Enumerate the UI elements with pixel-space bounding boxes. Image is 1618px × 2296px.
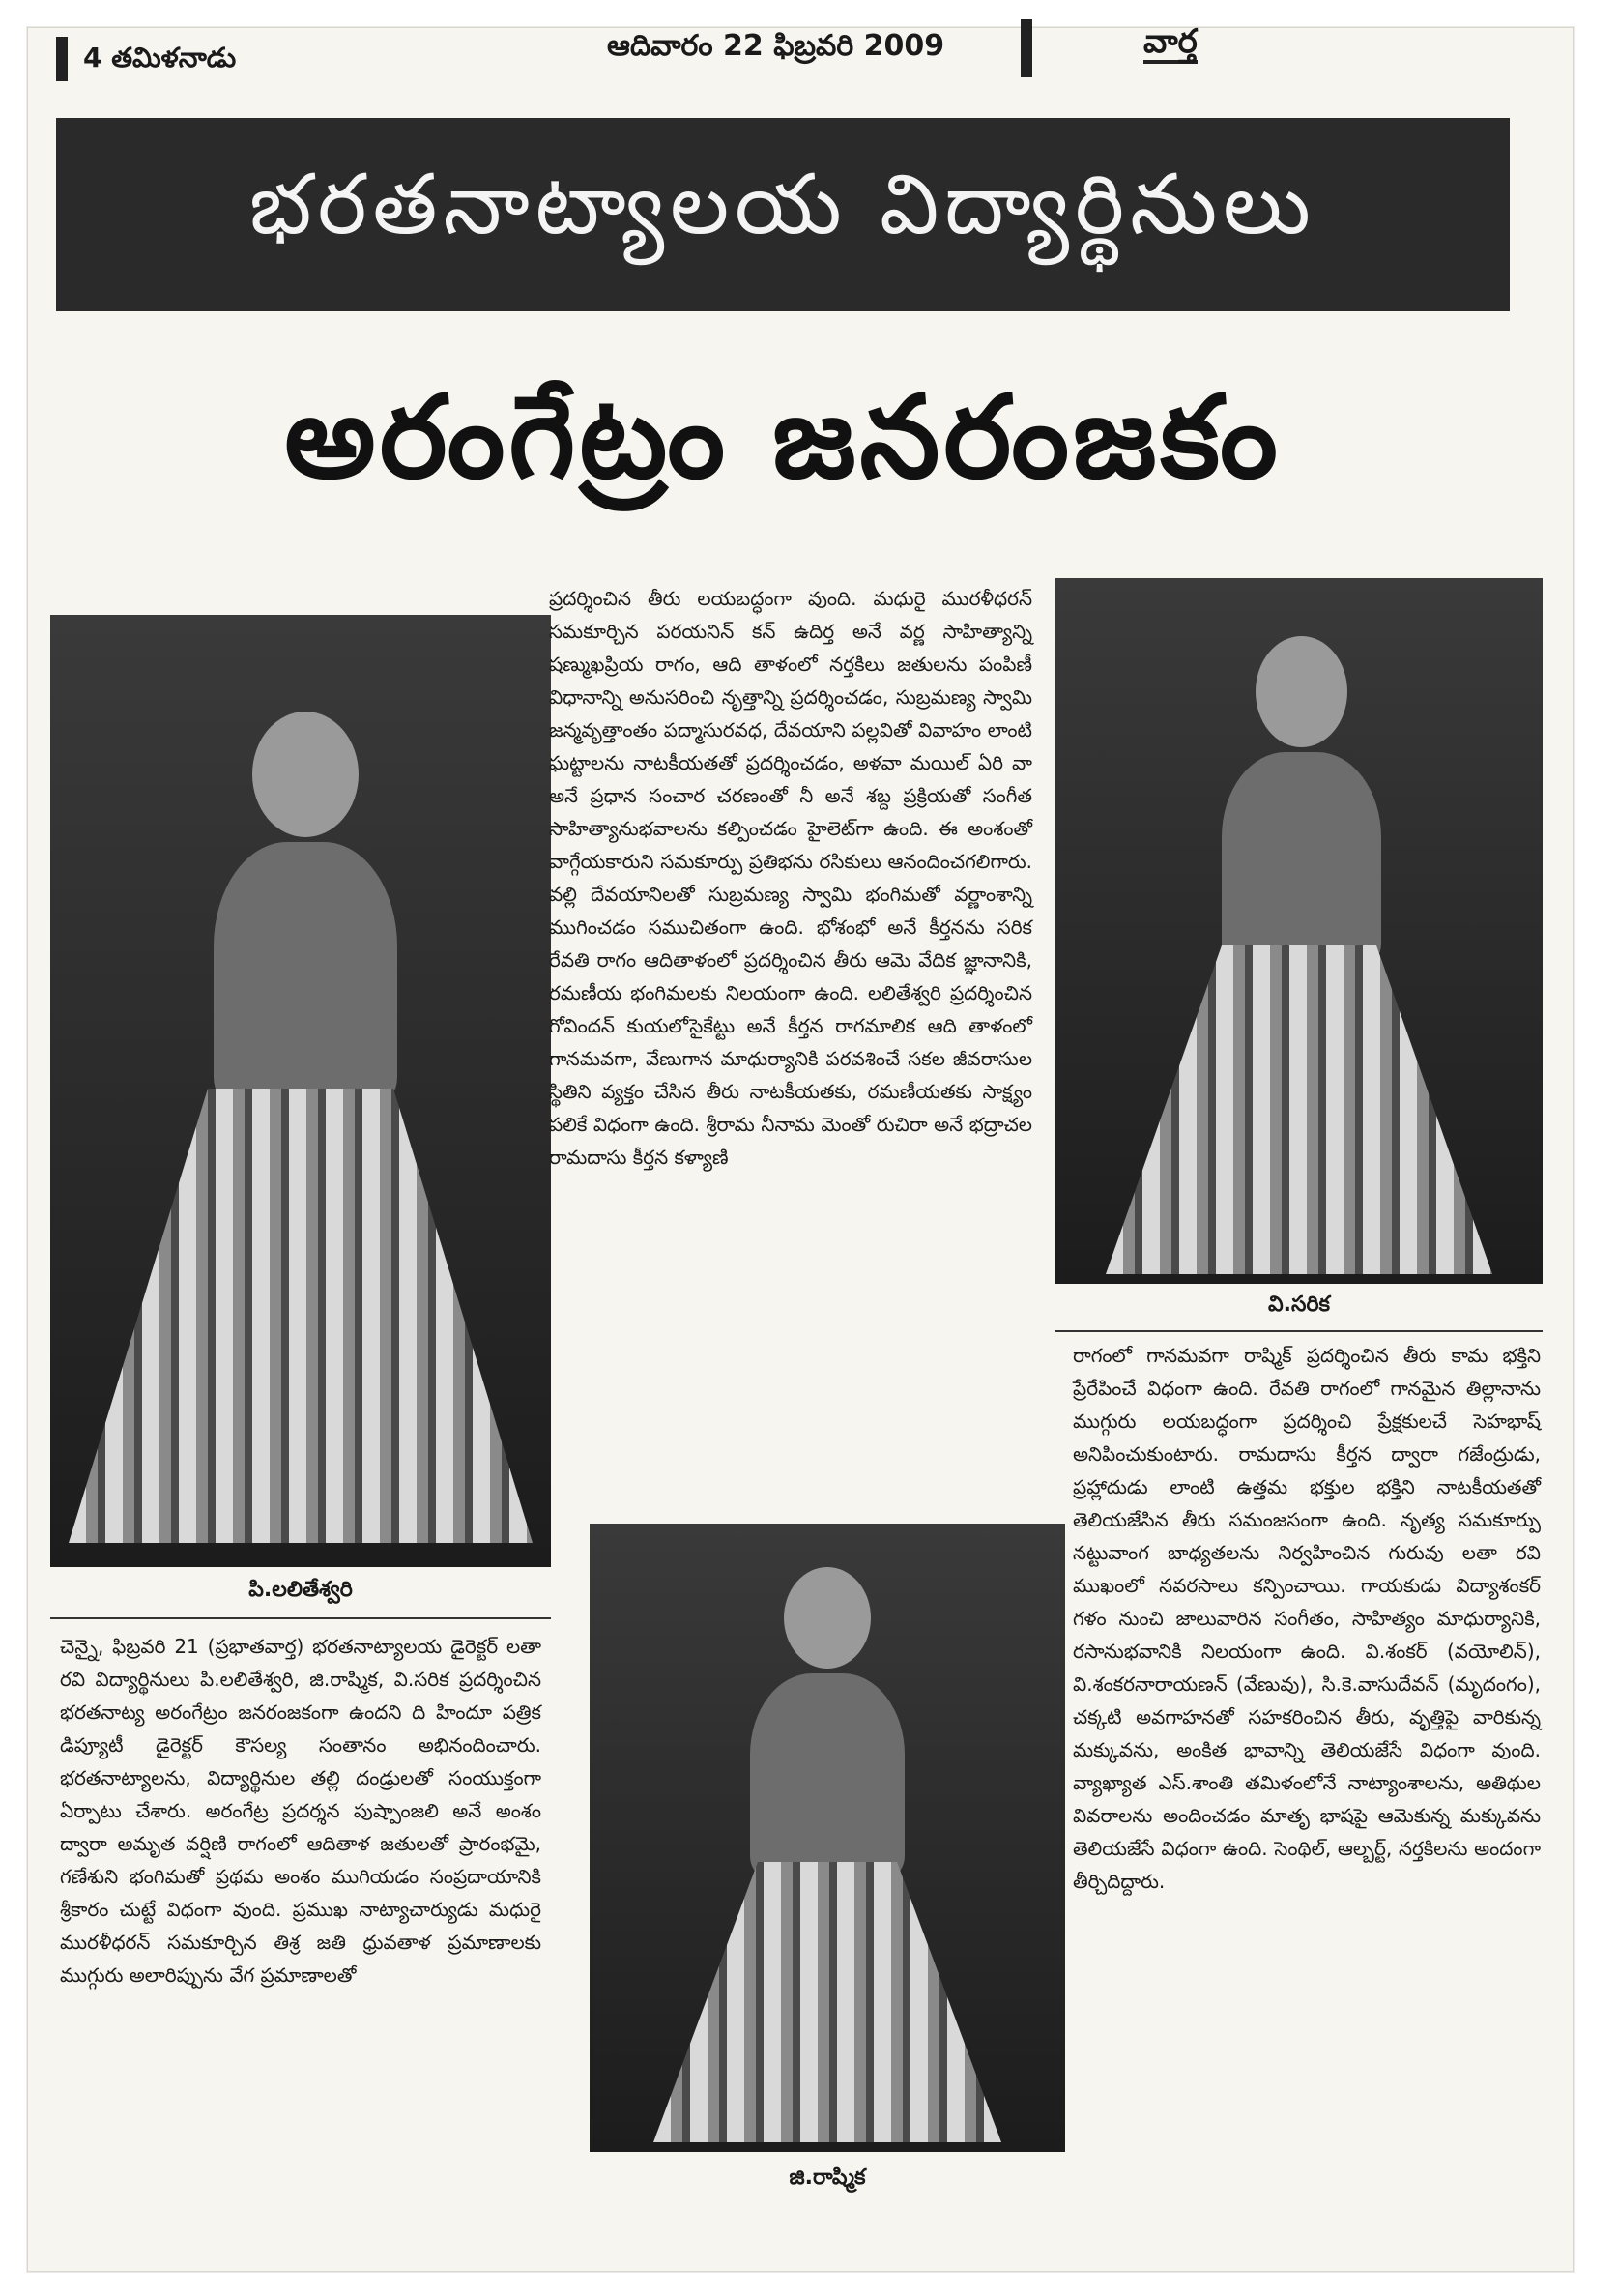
- photo-bottom-caption: జి.రాష్మిక: [789, 2165, 866, 2190]
- photo-right-caption: వి.సరిక: [1268, 1293, 1330, 1317]
- article-column-right: [1073, 1339, 1541, 2209]
- article-column-middle: [549, 582, 1032, 1510]
- headline: అరంగేట్రం జనరంజకం: [284, 369, 1282, 504]
- page-marker-bar: [56, 37, 68, 81]
- article-text: రాగంలో గానమవగా రాష్మిక్ ప్రదర్శించిన తీరు కామ భక్తిని ప్రేరేపించే విధంగా ఉంది. రేవతి రాగంలో గానమైన తిల్లానాను ముగ్గురు లయబద్ధంగా ప్రదర్శించి ప్రేక్షకులచే సెహభాష్ అనిపించుకుంటారు. రామదాసు కీర్తన ద్వారా గజేంద్రుడు, ప్రహ్లాదుడు లాంటి ఉత్తమ భక్తుల భక్తిని నాటకీయతతో తెలియజేసిన తీరు సమంజసంగా ఉంది. నృత్య సమకూర్పు నట్టువాంగ బాధ్యతలను నిర్వహించిన గురువు లతా రవి ముఖంలో నవరసాలు కన్పించాయి. గాయకుడు విద్యాశంకర్ గళం నుంచి జాలువారిన సంగీతం, సాహిత్యం మాధుర్యానికి, రసానుభవానికి నిలయంగా ఉంది. వి.శంకర్ (వయోలిన్), వి.శంకరనారాయణన్ (వేణువు), సి.కె.వాసుదేవన్ (మృదంగం), చక్కటి అవగాహనతో సహకరించిన తీరు, వృత్తిపై వారికున్న మక్కువను, అంకిత భావాన్ని తెలియజేసే విధంగా వుంది. వ్యాఖ్యాత ఎస్.శాంతి తమిళంలోనే నాట్యాంశాలను, అతిథుల వివరాలను అందించడం మాతృ భాషపై ఆమెకున్న మక్కువను తెలియజేసే విధంగా ఉంది. సెంథిల్, ఆల్బర్ట్, నర్తకిలను అందంగా తీర్చిదిద్దారు.: [1073, 1344, 1541, 1893]
- page-label-text: 4 తమిళనాడు: [83, 42, 237, 73]
- dancer-figure: [69, 673, 533, 1543]
- header-separator: [1021, 19, 1032, 77]
- dancer-figure: [1096, 617, 1502, 1274]
- dancer-figure: [634, 1553, 1021, 2142]
- caption-rule-right: [1055, 1330, 1543, 1332]
- kicker-banner: [56, 118, 1510, 311]
- paper-name: వార్త: [1143, 24, 1198, 64]
- kicker-text: భరతనాట్యాలయ విద్యార్థినులు: [249, 156, 1316, 253]
- article-text: ప్రదర్శించిన తీరు లయబద్ధంగా వుంది. మధురై మురళీధరన్ సమకూర్చిన పరయనిన్ కన్ ఉదిర్త అనే వర్ణ సాహిత్యాన్ని షణ్ముఖప్రియ రాగం, ఆది తాళంలో నర్తకిలు జతులను పంపిణీ విధానాన్ని అనుసరించి నృత్తాన్ని ప్రదర్శించడం, సుబ్రమణ్య స్వామి జన్మవృత్తాంతం పద్మాసురవధ, దేవయాని పల్లవితో వివాహం లాంటి ఘట్టాలను నాటకీయతతో ప్రదర్శించడం, అళవా మయిల్ ఏరి వా అనే ప్రధాన సంచార చరణంతో నీ అనే శబ్ద ప్రక్రియతో సంగీత సాహిత్యానుభవాలను కల్పించడం హైలెట్‌గా ఉంది. ఈ అంశంతో వాగ్గేయకారుని సమకూర్పు ప్రతిభను రసికులు ఆనందించగలిగారు. వల్లి దేవయానిలతో సుబ్రమణ్య స్వామి భంగిమతో వర్ణాంశాన్ని ముగించడం సముచితంగా ఉంది. భోశంభో అనే కీర్తనను సరిక రేవతి రాగం ఆదితాళంలో ప్రదర్శించిన తీరు ఆమె వేదిక జ్ఞానానికి, రమణీయ భంగిమలకు నిలయంగా ఉంది. లలితేశ్వరి ప్రదర్శించిన గోవిందన్ కుయలోసైకేట్టు అనే కీర్తన రాగమాలిక ఆది తాళంలో గానమవగా, వేణుగాన మాధుర్యానికి పరవశించే సకల జీవరాసుల స్థితిని వ్యక్తం చేసిన తీరు నాటకీయతకు, రమణీయతకు సాక్ష్యం పలికే విధంగా ఉంది. శ్రీరామ నీనామ మెంతో రుచిరా అనే భద్రాచల రామదాసు కీర్తన కళ్యాణి: [549, 587, 1032, 1169]
- article-column-left: [60, 1630, 541, 2229]
- photo-left-caption: పి.లలితేశ్వరి: [248, 1578, 353, 1602]
- page-label: [56, 37, 236, 81]
- photo-right: [1055, 578, 1543, 1284]
- caption-rule-left: [50, 1617, 551, 1619]
- photo-left: [50, 615, 551, 1567]
- photo-bottom: [590, 1524, 1065, 2152]
- article-text: చెన్నై, ఫిబ్రవరి 21 (ప్రభాతవార్త) భరతనాట్యాలయ డైరెక్టర్ లతా రవి విద్యార్థినులు పి.లలితేశ్వరి, జి.రాష్మిక, వి.సరిక ప్రదర్శించిన భరతనాట్య అరంగేట్రం జనరంజకంగా ఉందని ది హిందూ పత్రిక డిప్యూటీ డైరెక్టర్ కౌసల్య సంతానం అభినందించారు. భరతనాట్యాలను, విద్యార్థినుల తల్లి దండ్రులతో సంయుక్తంగా ఏర్పాటు చేశారు. అరంగేట్ర ప్రదర్శన పుష్పాంజలి అనే అంశం ద్వారా అమృత వర్షిణి రాగంలో ఆదితాళ జతులతో ప్రారంభమై, గణేశుని భంగిమతో ప్రథమ అంశం ముగియడం సంప్రదాయానికి శ్రీకారం చుట్టే విధంగా వుంది. ప్రముఖ నాట్యాచార్యుడు మధురై మురళీధరన్ సమకూర్చిన తిశ్ర జతి ధ్రువతాళ ప్రమాణాలకు ముగ్గురు అలారిప్పును వేగ ప్రమాణాలతో: [60, 1635, 541, 1987]
- date-line: ఆదివారం 22 ఫిబ్రవరి 2009: [607, 29, 945, 63]
- header-strip: [27, 0, 1572, 111]
